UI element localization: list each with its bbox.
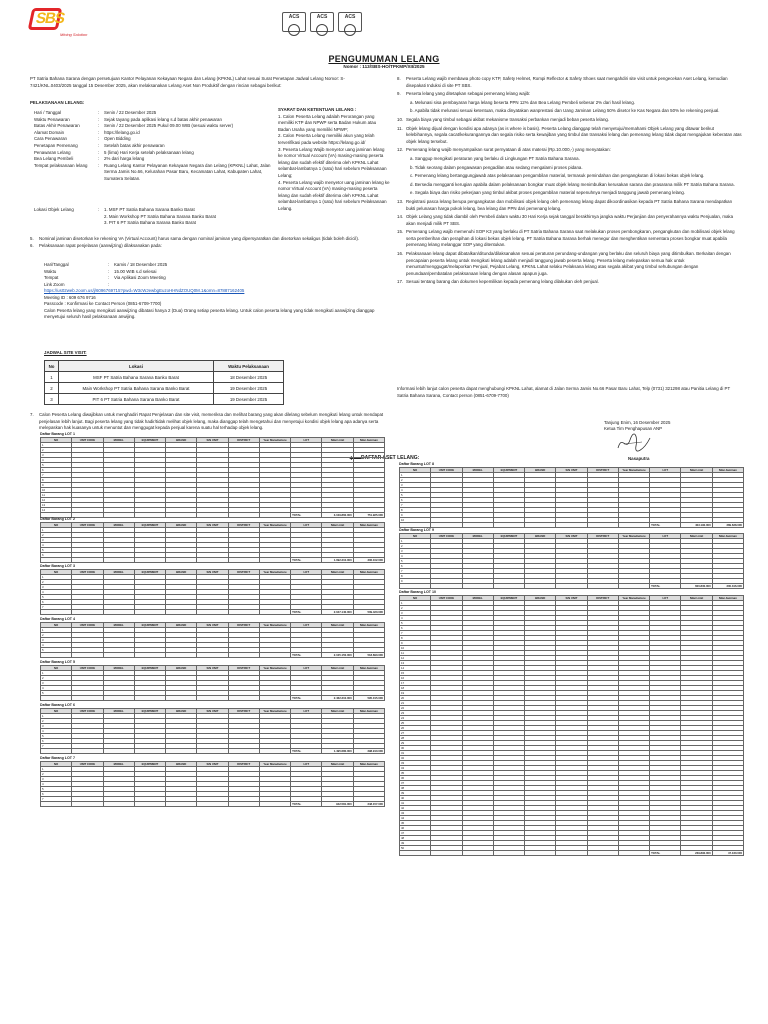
table-row: 2 xyxy=(41,532,385,537)
table-row: 4 xyxy=(41,590,385,595)
table-row: 8 xyxy=(400,574,744,579)
list-item: 15. Pemenang Lelang wajib memenuhi SOP K3 yang berlaku di PT Satria Bahana Sarana saat melakukan proses pembongkaran, pengangkutan dan mobilisasi objek lelang serta pemberihan dan perapihan di lokasi bekas objek lelang. PT Satria Bahana Sarana berhak menegur dan menghentikan sementara proses bongkar muat apabila pemenang lelang melanggar SOP yang ditentukan. xyxy=(397,229,735,248)
document-number: Nomor : 113/SBS-HO/TPKMP/XII/2025 xyxy=(343,64,425,69)
table-row: 5 xyxy=(400,559,744,564)
table-row: 4 xyxy=(41,642,385,647)
table-row: 40 xyxy=(400,795,744,800)
list-item: 9. Peserta lelang yang ditetapkan sebagai pemenang lelang wajib: xyxy=(397,91,531,97)
table-row: 34 xyxy=(400,765,744,770)
table-row: 2 xyxy=(41,632,385,637)
table-row: 30 xyxy=(400,745,744,750)
table-row: 14 xyxy=(41,508,385,513)
table-row: 3 xyxy=(41,537,385,542)
lot-title: Daftar Barang LOT 1 xyxy=(40,432,75,436)
certification-badge: ACS xyxy=(338,12,362,32)
lot-title: Daftar Barang LOT 7 xyxy=(40,755,75,760)
table-row: 17 xyxy=(400,680,744,685)
table-row: 4 xyxy=(41,686,385,691)
table-row: 31 xyxy=(400,750,744,755)
table-row: 10 xyxy=(41,488,385,493)
list-item: e. Segala biaya dan risiko pekerjaan yang timbul akibat proses pengambilan material sepenuhnya menjadi tanggung jawab pemenang lelang. xyxy=(410,190,686,196)
certification-badge: ACS xyxy=(310,12,334,32)
list-item: 13. Registrasi pasca lelang berupa pengangkutan dan mobilisasi objek lelang oleh pemenang lelang dapat dikoordinasikan kepada PT Satria Bahana Sarana mendapatkan bukti pelunasan harga pokok lelang, bea lelang dan PPN dari pemenang lelang. xyxy=(397,198,733,211)
lot-title: Daftar Barang LOT 2 xyxy=(40,516,75,521)
table-row: 21 xyxy=(400,700,744,705)
table-row: 50 xyxy=(400,845,744,850)
table-row: 4 xyxy=(400,488,744,493)
detail-row: Cara Penawaran : Open Bidding xyxy=(34,136,131,142)
table-row: 1 xyxy=(41,443,385,448)
table-row: 18 xyxy=(400,685,744,690)
table-row: 6 xyxy=(41,468,385,473)
table-row: 39 xyxy=(400,790,744,795)
table-row: 3 xyxy=(400,483,744,488)
list-item: 8. Peserta Lelang wajib membawa photo copy KTP, Safety Helmet, Rompi Reflector & Safety Shoes saat mengahdiri site visit untuk pengecekan Aset Lelang, kemudian disepakati Induksi di site PT SBS. xyxy=(397,76,728,88)
table-row: 11 xyxy=(400,650,744,655)
table-row: 13 xyxy=(400,660,744,665)
table-row: 3 xyxy=(41,585,385,590)
table-row: 1 xyxy=(41,766,385,771)
table-row: 13 xyxy=(41,503,385,508)
table-row: 6 xyxy=(41,552,385,557)
table-row: 2 Main Workshop PT Satria Bahana Sarana Banko Barat 19 Desember 2025 xyxy=(45,383,284,394)
jadwal-heading: JADWAL SITE VISIT: xyxy=(44,350,87,355)
table-row: 3 PIT 6 PT Satria Bahana Sarana Banko Barat 19 Desember 2025 xyxy=(45,394,284,405)
table-row: 5 xyxy=(41,463,385,468)
list-item: d. Bersedia mengganti kerugian apabila dalam pelaksanaan bongkar muat objek lelang menimbulkan kerusakan sarana dan prasarana milik PT Satria Bahana Sarana. xyxy=(410,181,735,187)
table-row: 6 xyxy=(400,625,744,630)
lot-table: Daftar Barang LOT 8 NO UNIT CODE MODEL EQUIPMENT BRAND S/N UNIT DISTRICT Year Manufacture LOT Nilai Limit Nilai Jaminan 1 2 3 4 5 6 7 8 9 10 TOTAL 403.190.000 289.638.000 xyxy=(399,462,742,527)
daftar-aset-label: DAFTAR ASET LELANG: xyxy=(361,455,420,461)
table-row: 7 xyxy=(400,503,744,508)
table-row: 2 xyxy=(41,676,385,681)
table-row: 26 xyxy=(400,725,744,730)
list-item: a. Melunasi sisa pembayaran harga lelang beserta PPN 12% dan Bea Lelang Pembeli sebesar 2% dari hasil lelang. xyxy=(410,99,636,105)
table-row: 6 xyxy=(41,600,385,605)
rapat-details xyxy=(44,262,384,288)
item-7: 7. Calon Peserta Lelang diwajibkan untuk menghadiri Rapat Penjelasan dan site visit, memeriksa dan melihat barang yang akan dilelang sebelum mengikuti lelang untuk mendapat penjelasan lebih lanjut. Bagi peserta lelang yang tidak hadir/tidak melihat objek lelang, maka dianggap telah mengetahui dan menyetujui kondisi objek lelang apa adanya serta melepaskan hak kuasanya untuk menuntut dan menggugat kepada penjual karena suatu hal terhadap objek lelang. xyxy=(30,412,384,431)
intro-paragraph: PT Satria Bahana Sarana dengan persetujuan Kantor Pelayanan Kekayaan Negara dan Lelang (KPKNL) Lahat sesuai Surat Penetapan Jadwal Lelang Nomor: S-7421/KNL.0403/2025 tanggal 15 Desember 2025, akan melaksanakan Lelang Aset Non Produktif dengan rincian sebagai berikut: xyxy=(30,76,345,88)
detail-row: Tempat : Via Aplikasi Zoom Meeting xyxy=(44,275,166,281)
table-row: 9 xyxy=(400,579,744,584)
table-row: 16 xyxy=(400,675,744,680)
table-row: 4 xyxy=(400,615,744,620)
list-item: b. Tidak seorang dalam pengawasan pengadilan atau sedang mengalami proses pidana. xyxy=(410,164,583,170)
lot-table: Daftar Barang LOT 3 NO UNIT CODE MODEL EQUIPMENT BRAND S/N UNIT DISTRICT Year Manufacture LOT Nilai Limit Nilai Jaminan 1 2 3 4 5 6 7 TOTAL 2.047.140.000 509.420.000 xyxy=(40,564,383,615)
table-row: 49 xyxy=(400,840,744,845)
table-row: 6 xyxy=(400,498,744,503)
table-row: 12 xyxy=(400,655,744,660)
table-row: 5 xyxy=(400,620,744,625)
table-row: 20 xyxy=(400,695,744,700)
signer-name: Nasaputra xyxy=(628,456,650,461)
table-row: 1 xyxy=(41,575,385,580)
table-row: 25 xyxy=(400,720,744,725)
table-row: 1 xyxy=(41,527,385,532)
lot-title: Daftar Barang LOT 5 xyxy=(40,660,75,664)
table-row: 22 xyxy=(400,705,744,710)
table-row: 1 xyxy=(41,627,385,632)
table-row: 3 xyxy=(41,681,385,686)
table-row: 3 xyxy=(400,549,744,554)
table-row: 2 xyxy=(400,478,744,483)
list-item: b. Apabila tidak melunasi sesuai ketentuan, maka dinyatakan wanprestasi dan Uang Jaminan Lelang 50% disetor ke Kas Negara dan 50% ke rekening penjual. xyxy=(410,108,720,114)
table-row: 2 xyxy=(41,448,385,453)
list-item: 17. Sesuai tentang barang dan dokumen kepemilikan kepada pemenang lelang dilakukan oleh penjual. xyxy=(397,279,599,285)
table-row: 4 xyxy=(400,554,744,559)
list-item: 14. Objek Lelang yang tidak diambil oleh Pembeli dalam waktu 30 Hari Kerja sejak tanggal berakhirnya jangka waktu Perjanjian dan penyerahannya waktu Penjualan, maka akan menjadi milik PT SBS. xyxy=(397,214,734,226)
list-item: 10. Segala biaya yang timbul sebagai akibat mekanisme transaksi perbankan menjadi beban peserta lelang. xyxy=(397,116,610,122)
table-row: 3 xyxy=(41,776,385,781)
detail-row: Penawaran Lelang : 5 (lima) Hari Kerja setelah pelaksanaan lelang xyxy=(34,149,194,155)
table-row: 42 xyxy=(400,805,744,810)
list-item: 12. Pemenang lelang wajib menyampaikan surat pernyataan di atas materai (Rp.10.000,-) yang menyatakan: xyxy=(397,147,611,153)
table-row: 1 xyxy=(400,600,744,605)
table-row: 27 xyxy=(400,730,744,735)
lot-table: Daftar Barang LOT 2 NO UNIT CODE MODEL EQUIPMENT BRAND S/N UNIT DISTRICT Year Manufacture LOT Nilai Limit Nilai Jaminan 1 2 3 4 5 6 TOTAL 1.092.310.000 306.102.000 xyxy=(40,516,383,562)
table-row: 10 xyxy=(400,518,744,523)
table-row: 6 xyxy=(400,564,744,569)
table-row: 5 xyxy=(41,647,385,652)
table-row: 14 xyxy=(400,665,744,670)
zoom-details: https://us02web.zoom.us/j/6096769715?pwd=W3cWJewbgEuzoHHNdZOUQ0M.1&omn=87887162405 Meeting ID : 609 676 9716 Passcode : Konfirmasi ke Contact Person (0851-6709-7700) Calon Peserta lelang yang mengikuti aanwijzing dibatasi hanya 2 (Dua) Orang setiap peserta lelang. Untuk calon peserta lelang yang tidak mengikuti aanwijzing dianggap menyetujui seluruh hasil pelaksanaan anwijing. xyxy=(44,288,389,321)
table-row: 24 xyxy=(400,715,744,720)
signature-scribble xyxy=(614,432,654,454)
table-row: 4 xyxy=(41,781,385,786)
item-5-6: 5. Nominal jaminan disetorkan ke rekening VA (Virtual Account) harus sama dengan nominal jaminan yang dipersyaratkan dan disetorkan sekaligus (tidak boleh dicicil). 6. Pelaksanaan rapat penjelasan (aanwijzing) dilaksanakan pada: xyxy=(30,236,360,248)
table-row: 5 xyxy=(41,547,385,552)
lot-title: Daftar Barang LOT 6 xyxy=(40,703,75,708)
table-row: 48 xyxy=(400,835,744,840)
table-row: 33 xyxy=(400,760,744,765)
lot-title: Daftar Barang LOT 4 xyxy=(40,616,75,621)
lot-table: Daftar Barang LOT 6 NO UNIT CODE MODEL EQUIPMENT BRAND S/N UNIT DISTRICT Year Manufacture LOT Nilai Limit Nilai Jaminan 1 2 3 4 5 6 7 TOTAL 1.495.680.000 298.910.000 xyxy=(40,703,383,754)
table-row: 3 xyxy=(41,637,385,642)
table-row: 5 xyxy=(41,786,385,791)
table-row: 7 xyxy=(41,473,385,478)
table-row: 38 xyxy=(400,785,744,790)
table-row: 1 xyxy=(400,473,744,478)
detail-row: Batas Akhir Penawaran : Senin / 22 Desember 2025 Pukul 09.00 WIB (sesuai waktu server) xyxy=(34,123,234,129)
lokasi-objek: Lokasi Objek Lelang : 1. MSF PT Satria Bahana Sarana Banko Barat 2. Main Workshop PT Satria Bahana Sarana Banko Barat 3. PIT 6 PT Satria Bahana Sarana Banko Barat xyxy=(34,207,216,226)
signature-block: Tanjung Enim, 16 Desember 2025 Ketua Tim Penghapusan ANP xyxy=(604,420,671,432)
table-row: 5 xyxy=(41,595,385,600)
table-row: 32 xyxy=(400,755,744,760)
lot-title: Daftar Barang LOT 10 xyxy=(399,589,436,594)
table-row: 7 xyxy=(400,569,744,574)
detail-row: Hari / Tanggal : Senin / 22 Desember 2025 xyxy=(34,110,157,115)
table-row: 9 xyxy=(41,483,385,488)
table-row: 29 xyxy=(400,740,744,745)
table-row: 9 xyxy=(400,640,744,645)
table-row: 8 xyxy=(41,478,385,483)
list-item: a. Sanggup mengikuti peraturan yang berlaku di Lingkungan PT Satria Bahana Sarana. xyxy=(410,155,580,161)
table-row: 6 xyxy=(41,791,385,796)
table-row: 2 xyxy=(41,719,385,724)
lot-table: Daftar Barang LOT 9 NO UNIT CODE MODEL EQUIPMENT BRAND S/N UNIT DISTRICT Year Manufacture LOT Nilai Limit Nilai Jaminan 1 2 3 4 5 6 7 8 9 TOTAL 600.830.000 200.316.000 xyxy=(399,528,742,589)
detail-row: Waktu Penawaran : Sejak tayang pada aplikasi lelang s.d batas akhir penawaran xyxy=(34,116,222,122)
list-item: c. Pemenang lelang bertanggungjawab atas pelaksanaan pengambilan material, termasuk pemindahan dan pengangkutan di lokasi bekas objek lelang. xyxy=(410,173,705,179)
table-row: 7 xyxy=(41,744,385,749)
table-row: 1 xyxy=(400,539,744,544)
table-row: 8 xyxy=(400,508,744,513)
table-row: 1 xyxy=(41,714,385,719)
detail-row: Bea Lelang Pembeli : 2% dari harga lelang xyxy=(34,156,145,162)
detail-row: Tempat pelaksanaan lelang : Ruang Lelang Kantor Pelayanan Kekayaan Negara dan Lelang (KPKNL) Lahat, Jalan Serma Jamis No.66, Kelurahan Pasar Baru, Kecamatan Lahat, Kabupaten Lahat, Sumatera Selatan. xyxy=(34,162,271,181)
table-row: 5 xyxy=(41,734,385,739)
company-logo: SBS Mining Solution xyxy=(30,8,70,38)
page-title: PENGUMUMAN LELANG xyxy=(328,54,440,64)
table-row: 2 xyxy=(41,771,385,776)
table-row: 7 xyxy=(41,796,385,801)
table-row: 10 xyxy=(400,645,744,650)
detail-row: Waktu : 15.00 WIB s.d selesai xyxy=(44,268,157,274)
lot-table: Daftar Barang LOT 7 NO UNIT CODE MODEL EQUIPMENT BRAND S/N UNIT DISTRICT Year Manufacture LOT Nilai Limit Nilai Jaminan 1 2 3 4 5 6 7 TOTAL 942.581.000 248.157.000 xyxy=(40,755,383,806)
table-row: 1 MSF PT Satria Bahana Sarana Banko Barat 18 Desember 2025 xyxy=(45,372,284,383)
lot-title: Daftar Barang LOT 3 xyxy=(40,564,75,569)
table-row: 5 xyxy=(41,691,385,696)
table-row: 2 xyxy=(400,605,744,610)
table-row: 44 xyxy=(400,815,744,820)
syarat-section: SYARAT DAN KETENTUAN LELANG : 1. Calon Peserta Lelang adalah Perorangan yang memiliki KTP dan NPWP serta Badan Hukum atau Badan Usaha yang memiliki NPWP; 2. Calon Peserta Lelang memiliki akun yang telah terverifikasi pada website https://lelang.go.id/ 3. Peserta Lelang Wajib menyetor uang jaminan lelang ke nomor Virtual Account (VA) masing-masing peserta lelang dan sudah efektif diterima oleh KPKNL Lahat selambat-lambatnya 1 (satu) hari sebelum Pelaksanaan Lelang; 4. Peserta Lelang wajib menyetor uang jaminan lelang ke nomor Virtual Account (VA) masing-masing peserta lelang dan sudah efektif diterima oleh KPKNL Lahat selambat-lambatnya 1 (satu) hari sebelum Pelaksanaan Lelang. xyxy=(278,107,390,211)
pelaksanaan-heading: PELAKSANAAN LELANG: xyxy=(30,100,85,105)
table-row: 3 xyxy=(400,610,744,615)
table-row: 11 xyxy=(41,493,385,498)
table-row: 8 xyxy=(400,635,744,640)
table-row: 4 xyxy=(41,729,385,734)
table-row: 35 xyxy=(400,770,744,775)
table-row: 3 xyxy=(41,453,385,458)
detail-row: Hari/Tanggal : Kamis / 18 Desember 2025 xyxy=(44,262,168,267)
detail-row: Penetapan Pemenang : Setelah batas akhir penawaran xyxy=(34,142,165,148)
detail-row: Link Zoom : xyxy=(44,281,110,287)
detail-row: Alamat Domain : https://lelang.go.id xyxy=(34,129,140,135)
pelaksanaan-details xyxy=(34,110,274,183)
table-row: 2 xyxy=(400,544,744,549)
table-row: 7 xyxy=(400,630,744,635)
right-items xyxy=(397,76,742,288)
table-row: 43 xyxy=(400,810,744,815)
table-row: 28 xyxy=(400,735,744,740)
lot-table: Daftar Barang LOT 4 NO UNIT CODE MODEL EQUIPMENT BRAND S/N UNIT DISTRICT Year Manufacture LOT Nilai Limit Nilai Jaminan 1 2 3 4 5 TOTAL 2.105.150.000 518.690.000 xyxy=(40,616,383,657)
jadwal-table: No Lokasi Waktu Pelaksanaan 1 MSF PT Satria Bahana Sarana Banko Barat 18 Desember 2025 2 Main Workshop PT Satria Bahana Sarana Banko Barat 19 Desember 2025 3 PIT 6 PT Satria Bahana Sarana Banko Barat 19 Desember 2025 xyxy=(44,360,284,405)
lot-title: Daftar Barang LOT 8 xyxy=(399,462,434,466)
table-row: 2 xyxy=(41,580,385,585)
list-item: 16. Pelaksanaan lelang dapat dibatalkan/ditunda/dilaksanakan sesuai peraturan perundang-undangan yang berlaku dan seluruh biaya yang ditimbulkan. Berkaitan dengan pencapaian peserta lelang untuk mengikuti lelang adalah menjadi tanggung jawab peserta lelang. Peserta lelang melepaskan semua hak untuk menuntut/menggugat/melaporkan Penjual, Pejabat Lelang, KPKNL Lahat selaku Pelaksana lelang atas segala akibat yang timbul sehubungan dengan penundaan/pembatalan pelaksanaan lelang dengan alasan apapun juga. xyxy=(397,251,731,276)
table-row: 5 xyxy=(400,493,744,498)
table-row: 23 xyxy=(400,710,744,715)
lot-title: Daftar Barang LOT 9 xyxy=(399,528,434,533)
table-row: 15 xyxy=(400,670,744,675)
table-row: 46 xyxy=(400,825,744,830)
zoom-link[interactable]: https://us02web.zoom.us/j/6096769715?pwd=W3cWJewbgEuzoHHNdZOUQ0M.1&omn=87887162405 xyxy=(44,288,245,293)
table-row: 47 xyxy=(400,830,744,835)
lot-table: Daftar Barang LOT 5 NO UNIT CODE MODEL EQUIPMENT BRAND S/N UNIT DISTRICT Year Manufacture LOT Nilai Limit Nilai Jaminan 1 2 3 4 5 TOTAL 2.462.310.000 595.015.000 xyxy=(40,660,383,700)
table-row: 1 xyxy=(41,671,385,676)
table-row: 37 xyxy=(400,780,744,785)
table-row: 4 xyxy=(41,458,385,463)
table-row: 7 xyxy=(41,605,385,610)
lot-table: Daftar Barang LOT 10 NO UNIT CODE MODEL EQUIPMENT BRAND S/N UNIT DISTRICT Year Manufacture LOT Nilai Limit Nilai Jaminan 1 2 3 4 5 6 7 8 9 10 11 12 13 14 15 16 17 18 19 20 21 22 23 24 25 26 27 28 29 30 31 32 33 34 35 36 37 38 39 40 41 42 43 44 45 46 47 48 49 50 TOTAL 239.890.000 47.160.000 xyxy=(399,589,742,855)
table-row: 9 xyxy=(400,513,744,518)
table-row: 6 xyxy=(41,739,385,744)
table-row: 4 xyxy=(41,542,385,547)
certification-badge: ACS xyxy=(282,12,306,32)
table-row: 36 xyxy=(400,775,744,780)
table-row: 45 xyxy=(400,820,744,825)
table-row: 41 xyxy=(400,800,744,805)
table-row: 19 xyxy=(400,690,744,695)
table-row: 3 xyxy=(41,724,385,729)
list-item: 11. Objek lelang dijual dengan kondisi apa adanya (as is where is basis). Peserta Lelang dianggap telah menyetujui/memahami Objek Lelang yang ditawar berikut kelebihannya, segala cacat/kekurangannya dan segala risiko serta kewajiban yang timbul dan transaksi lelang dan pemenang lelang tidak dapat mengajukan keberatan atas objek lelang tersebut. xyxy=(397,125,742,144)
info-paragraph: Informasi lebih lanjut calon peserta dapat menghubungi KPKNL Lahat, alamat di Jalan Serma Jamis No.66 Pasar Baru Lahat, Telp (0731) 321298 atau Panitia Lelang di PT Satria Bahana Sarana, Contact person (0851-6709-7700) xyxy=(397,386,731,398)
table-row: 12 xyxy=(41,498,385,503)
lot-table: Daftar Barang LOT 1 NO UNIT CODE MODEL EQUIPMENT BRAND S/N UNIT DISTRICT Year Manufacture LOT Nilai Limit Nilai Jaminan 1 2 3 4 5 6 7 8 9 10 11 12 13 14 TOTAL 3.109.860.000 751.925.000 xyxy=(40,432,383,517)
